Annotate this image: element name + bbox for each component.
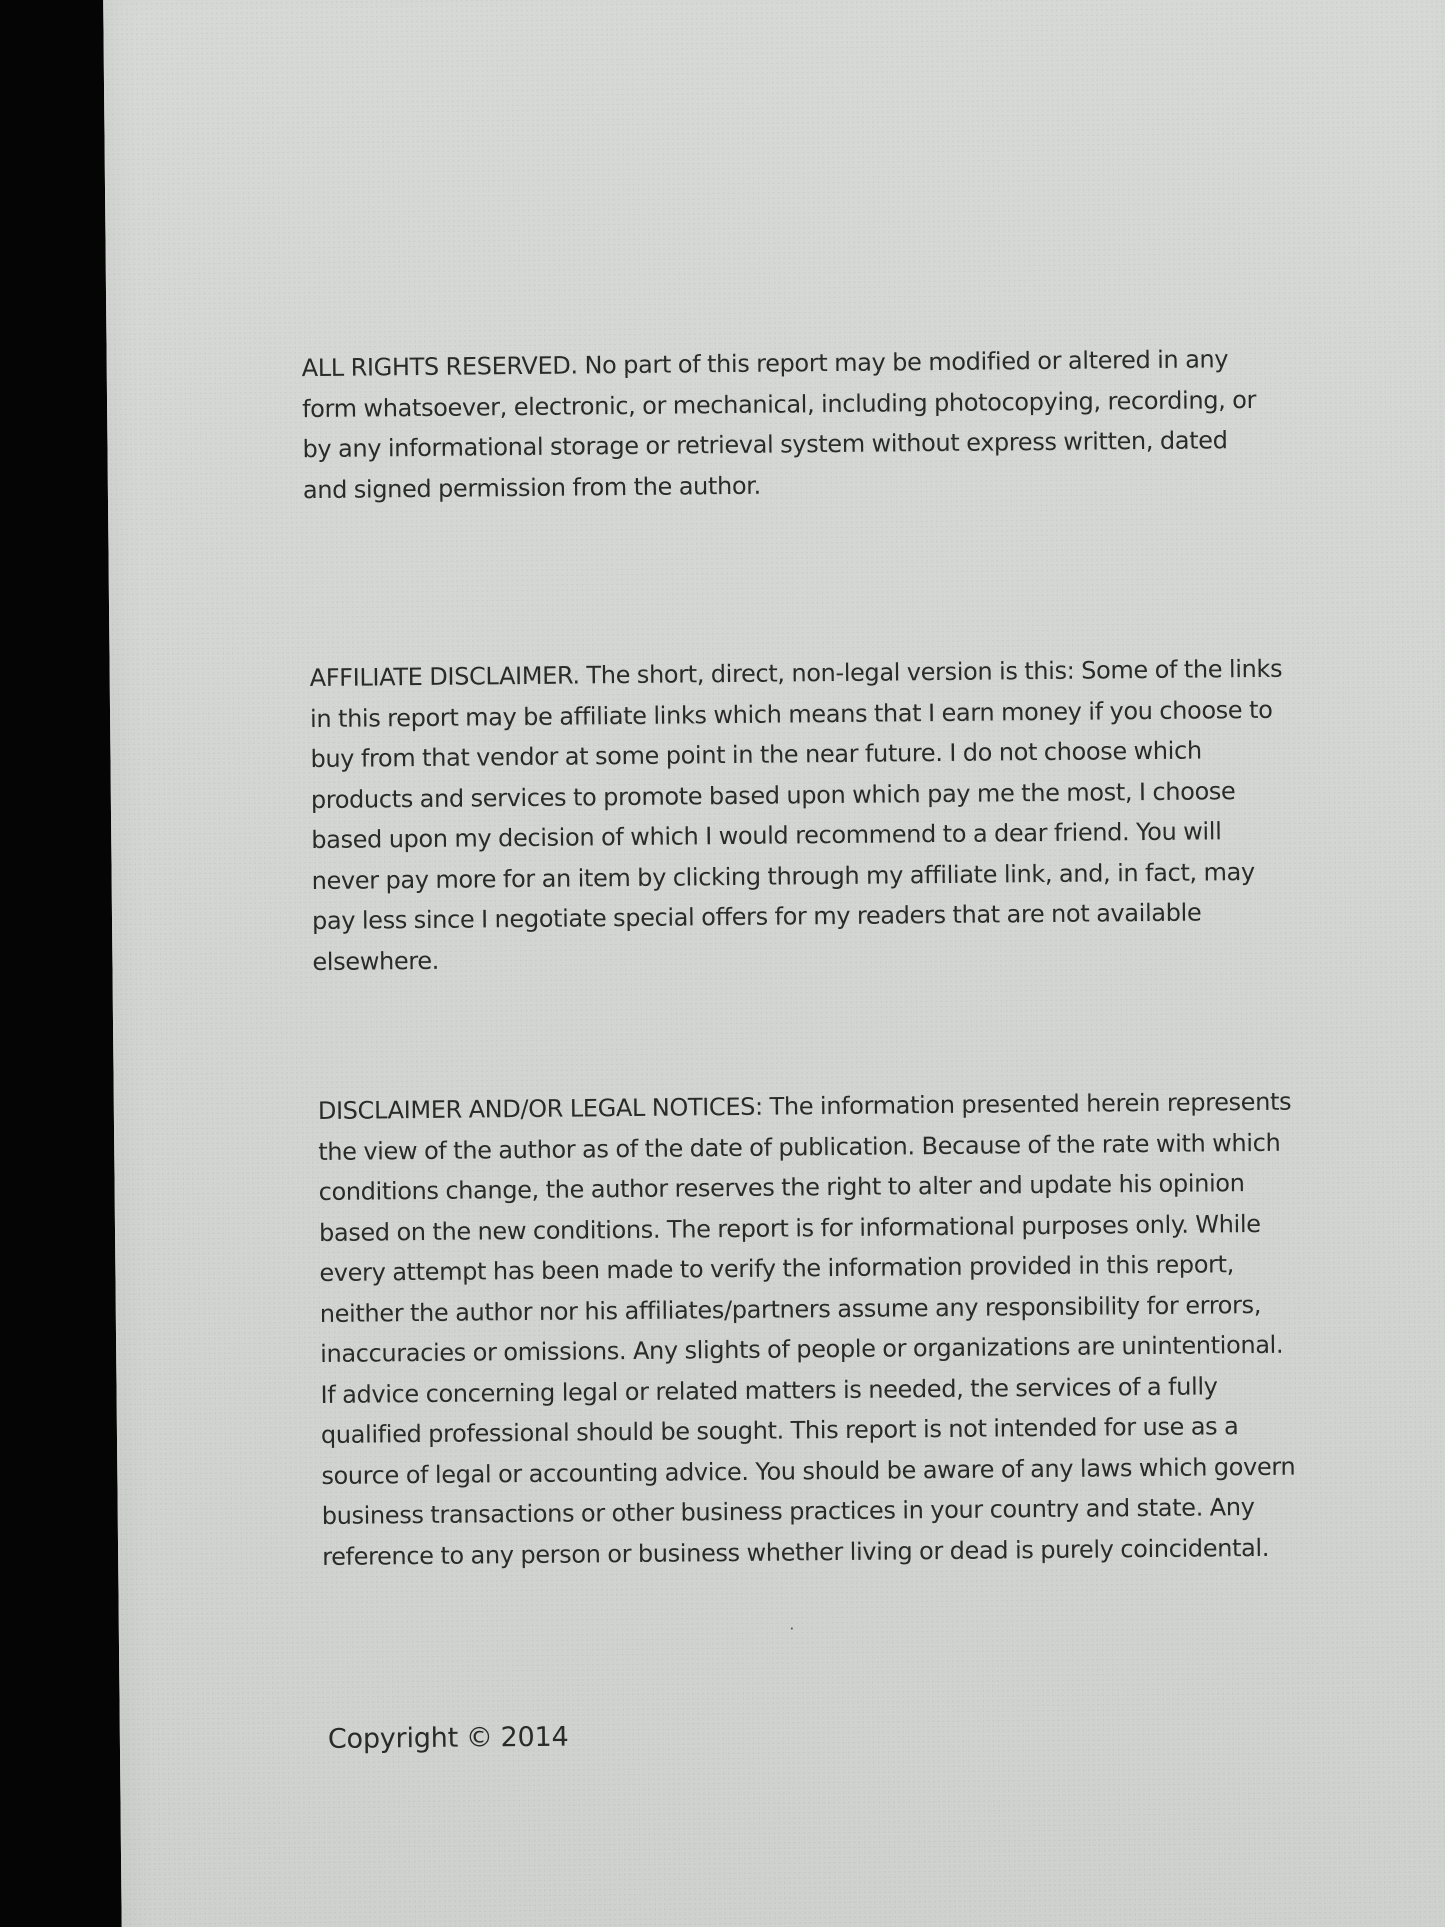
- document-page: [103, 0, 1445, 1927]
- legal-notice-paragraph: DISCLAIMER AND/OR LEGAL NOTICES: The information presented herein represents the view of the author as of the date of publication. Because of the rate with which conditions change, the author reserves the right to alter and update his opinion based on the new conditions. The report is for informational purposes only. While every attempt has been made to verify the information provided in this report, neither the author nor his affiliates/partners assume any responsibility for errors, inaccuracies or omissions. Any slights of people or organizations are unintentional. If advice concerning legal or related matters is needed, the services of a fully qualified professional should be sought. This report is not intended for use as a source of legal or accounting advice. You should be aware of any laws which govern business transactions or other business practices in your country and state. Any reference to any person or business whether living or dead is purely coincidental.: [317, 1087, 1296, 1571]
- affiliate-disclaimer-paragraph: AFFILIATE DISCLAIMER. The short, direct, non-legal version is this: Some of the links in this report may be affiliate links which means that I earn money if you choose to buy from that vendor at some point in the near future. I do not choose which products and services to promote based upon which pay me the most, I choose based upon my decision of which I would recommend to a dear friend. You will never pay more for an item by clicking through my affiliate link, and, in fact, may pay less since I negotiate special offers for my readers that are not available elsewhere.: [309, 654, 1283, 976]
- copyright-line: Copyright © 2014: [327, 1721, 569, 1755]
- paper-speck: [791, 1627, 793, 1629]
- rights-reserved-paragraph: ALL RIGHTS RESERVED. No part of this report may be modified or altered in any form whatsoever, electronic, or mechanical, including photocopying, recording, or by any informational storage or retrieval system without express written, dated and signed permission from the author.: [301, 345, 1257, 504]
